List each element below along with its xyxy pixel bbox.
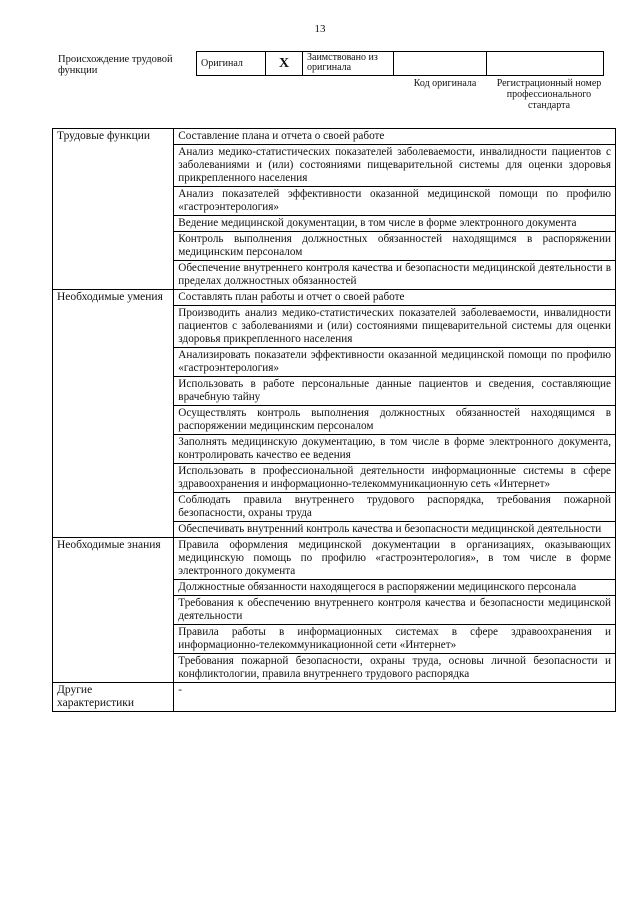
regnum-label: Регистрационный номер профессионального стандарта [496,78,602,111]
item-cell: Использовать в работе персональные данные пациентов и сведения, составляющие врачебную тайну [174,377,616,406]
category-cell: Необходимые знания [53,538,174,683]
regnum-cell [487,52,604,76]
item-cell: Ведение медицинской документации, в том числе в форме электронного документа [174,216,616,232]
item-cell: Обеспечение внутреннего контроля качества и безопасности медицинской деятельности в пределах должностных обязанностей [174,261,616,290]
item-cell: Правила оформления медицинской документации в организациях, оказывающих медицинскую помощь по профилю «гастроэнтерология», в том числе в форме электронного документа [174,538,616,580]
table-row [53,683,616,712]
item-cell: Анализ медико-статистических показателей заболеваемости, инвалидности пациентов с заболеваниями и (или) состояниями пищеварительной системы для оценки здоровья прикрепленного населения [174,145,616,187]
item-cell: Заполнять медицинскую документацию, в том числе в форме электронного документа, контролировать качество ее ведения [174,435,616,464]
functions-table-body [53,129,616,712]
item-cell: Обеспечивать внутренний контроль качества и безопасности медицинской деятельности [174,522,616,538]
original-code-cell [394,52,487,76]
origin-table [196,51,604,76]
item-cell: Требования пожарной безопасности, охраны труда, основы личной безопасности и конфликтологии, правила внутреннего трудового распорядка [174,654,616,683]
item-cell: Соблюдать правила внутреннего трудового распорядка, требования пожарной безопасности, охраны труда [174,493,616,522]
item-cell: Производить анализ медико-статистических показателей заболеваемости, инвалидности пациентов с заболеваниями и (или) состояниями пищеварительной системы для оценки здоровья прикрепленного населения [174,306,616,348]
origin-label: Происхождение трудовой функции [58,54,173,76]
table-row [53,129,616,145]
item-cell: Должностные обязанности находящегося в распоряжении медицинского персонала [174,580,616,596]
category-cell: Другие характеристики [53,683,174,712]
item-cell: Требования к обеспечению внутреннего контроля качества и безопасности медицинской деятельности [174,596,616,625]
table-row [53,538,616,580]
item-cell: Осуществлять контроль выполнения должностных обязанностей находящимся в распоряжении медицинским персоналом [174,406,616,435]
item-cell: Правила работы в информационных системах в сфере здравоохранения и информационно-телекоммуникационной сети «Интернет» [174,625,616,654]
original-label: Оригинал [197,52,266,76]
original-mark: X [266,52,303,76]
functions-table [52,128,616,712]
category-cell: Необходимые умения [53,290,174,538]
item-cell: - [174,683,616,712]
borrowed-label: Заимствовано из оригинала [303,52,394,76]
page-number: 13 [314,23,326,35]
category-cell: Трудовые функции [53,129,174,290]
item-cell: Составление плана и отчета о своей работе [174,129,616,145]
code-label: Код оригинала [413,78,477,89]
table-row [53,290,616,306]
item-cell: Анализ показателей эффективности оказанной медицинской помощи по профилю «гастроэнтерология» [174,187,616,216]
item-cell: Использовать в профессиональной деятельности информационные системы в сфере здравоохранения и информационно-телекоммуникационную сеть «Интернет» [174,464,616,493]
item-cell: Анализировать показатели эффективности оказанной медицинской помощи по профилю «гастроэнтерология» [174,348,616,377]
item-cell: Контроль выполнения должностных обязанностей находящимся в распоряжении медицинским персоналом [174,232,616,261]
item-cell: Составлять план работы и отчет о своей работе [174,290,616,306]
